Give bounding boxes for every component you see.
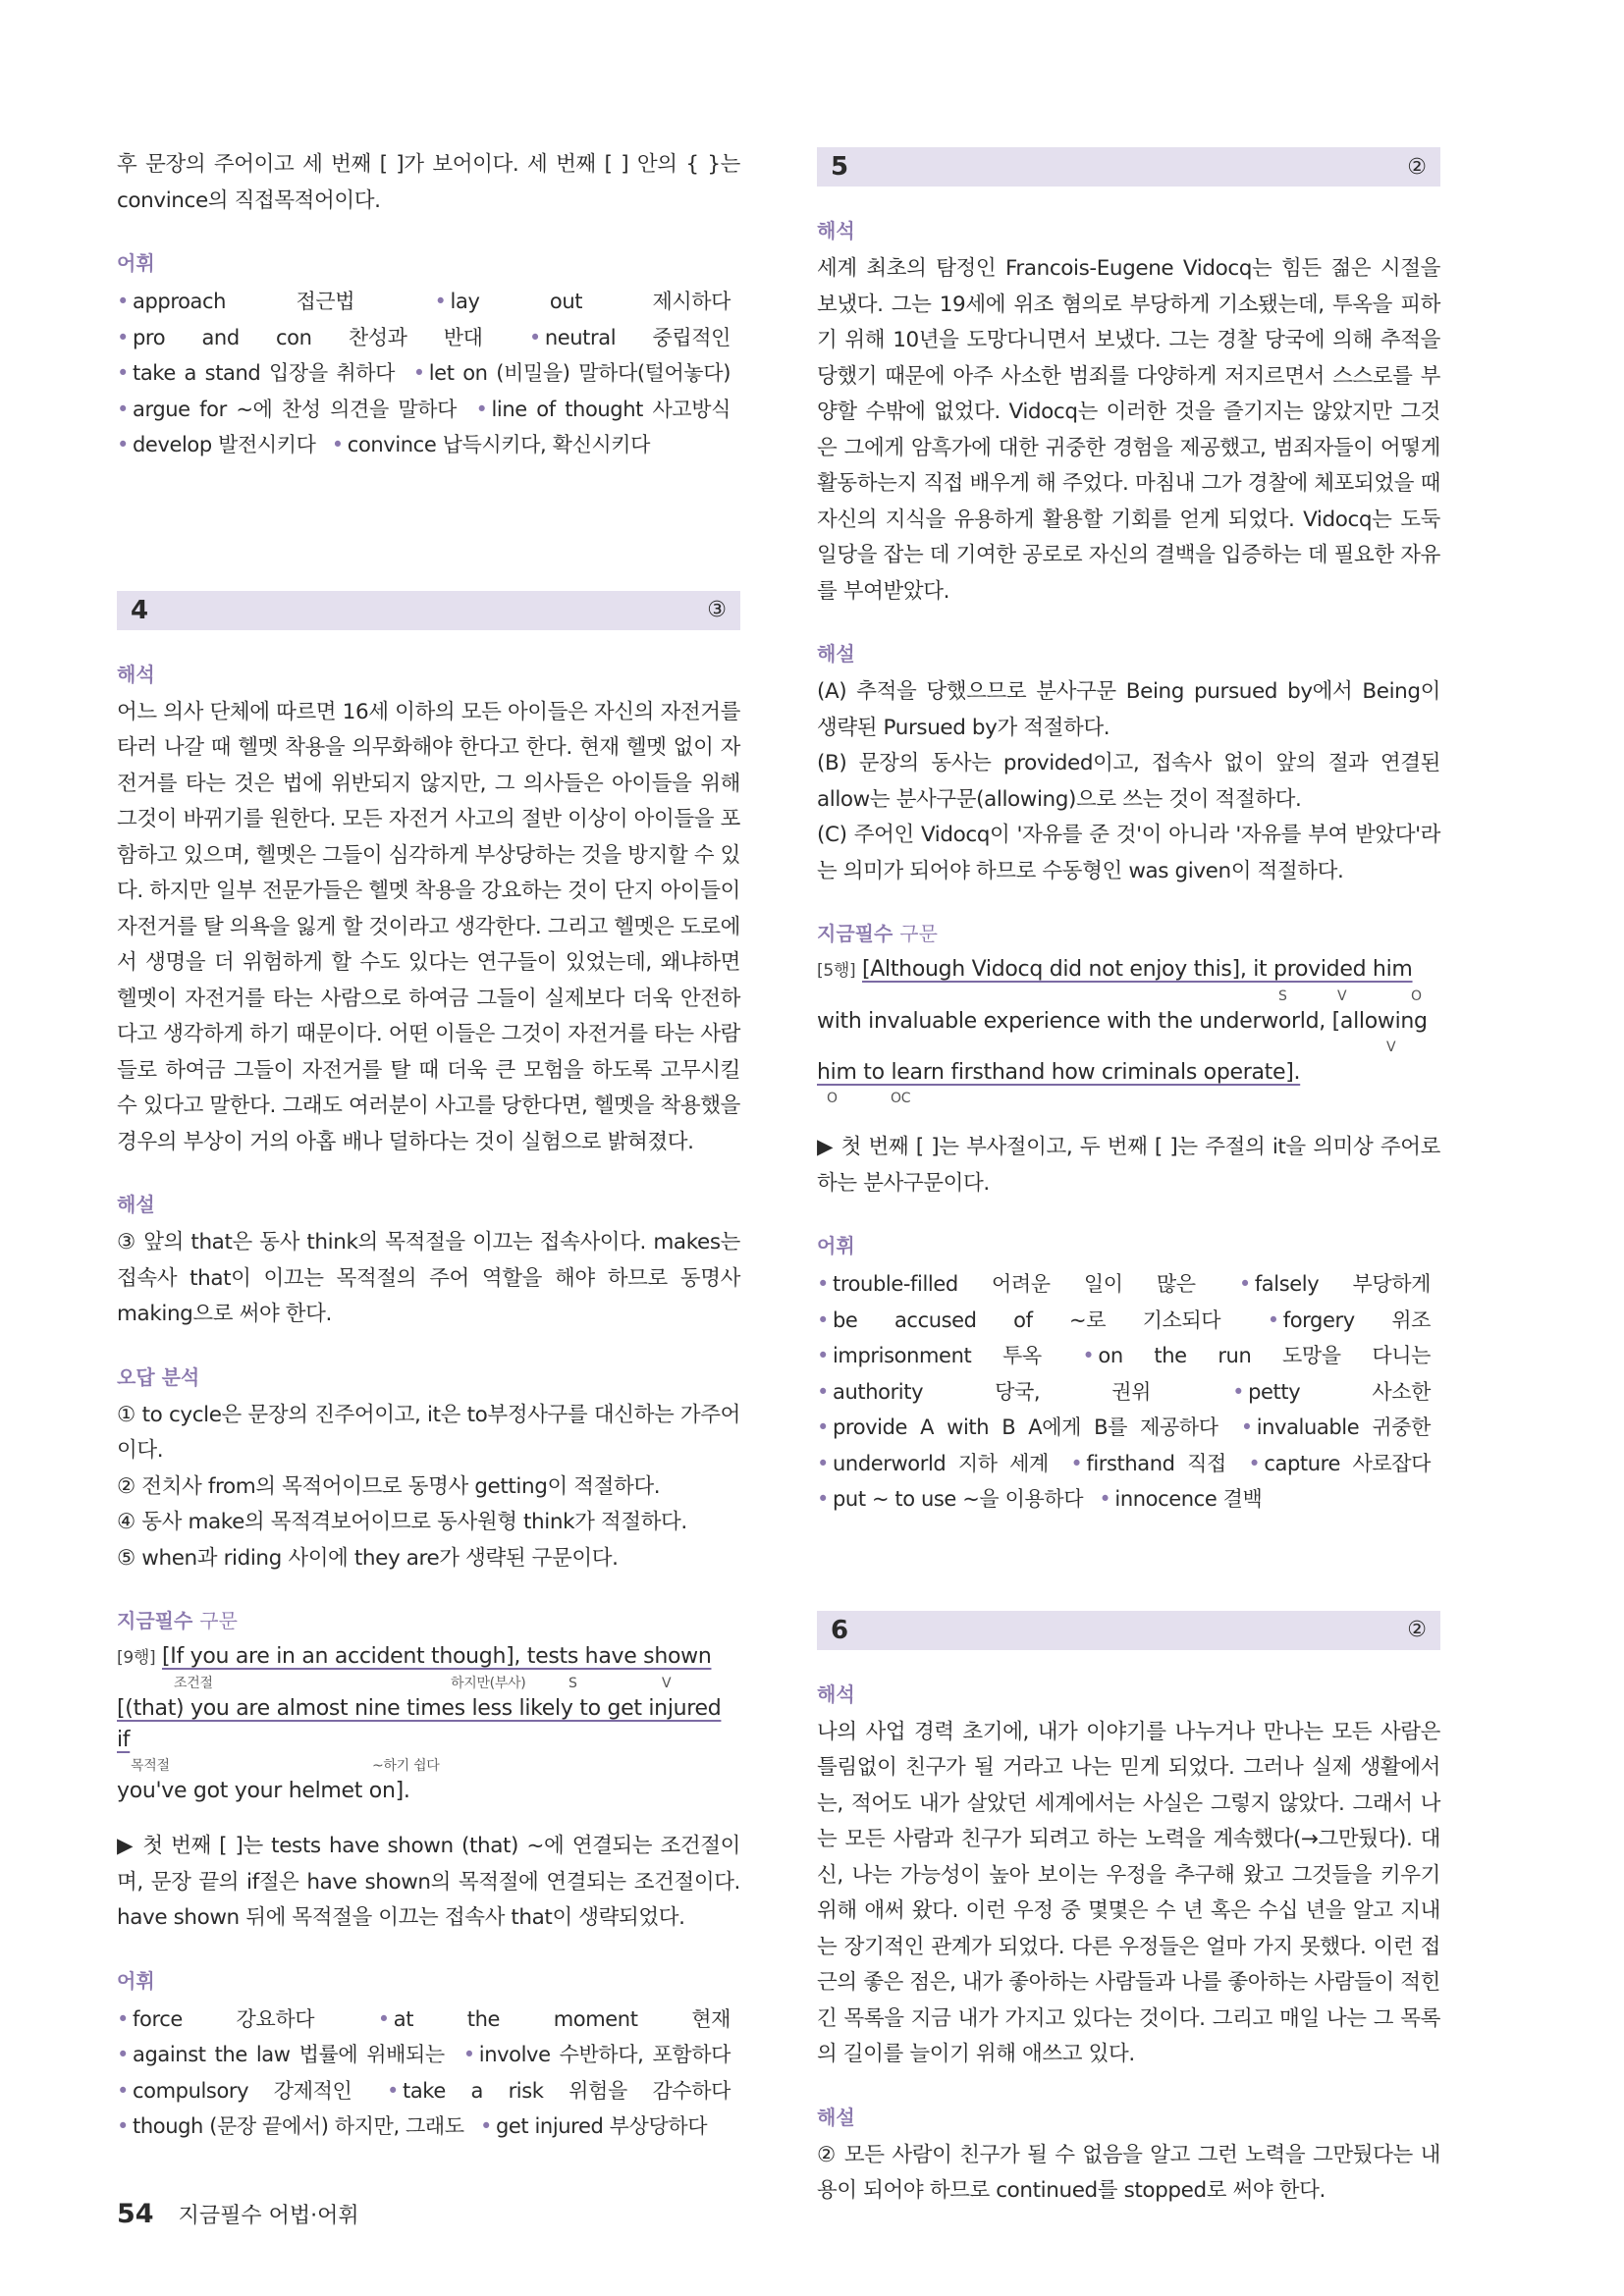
syntax-sentence-2: with invaluable experience with the underworld, [allowing bbox=[817, 1009, 1428, 1034]
vocab-item: • pro and con 찬성과 반대 bbox=[117, 326, 483, 349]
syntax-annotation-2: 목적절 ~하기 쉽다 bbox=[131, 1758, 440, 1774]
q3-intro-text: 후 문장의 주어이고 세 번째 [ ]가 보어이다. 세 번째 [ ] 안의 { }는 convince의 직접목적어이다. bbox=[117, 152, 740, 213]
syntax-sentence-3: you've got your helmet on]. bbox=[117, 1779, 410, 1803]
line-tag: [5행] bbox=[817, 961, 856, 981]
q4-syntax-block bbox=[117, 1641, 740, 1807]
vocab-item: • lay out 제시하다 bbox=[435, 290, 731, 313]
syntax-annotation-2: V bbox=[1386, 1040, 1396, 1055]
vocab-item: • take a risk 위험을 감수하다 bbox=[387, 2079, 731, 2103]
vocab-item: • against the law 법률에 위배되는 bbox=[117, 2043, 445, 2066]
vocab-item: • at the moment 현재 bbox=[378, 2007, 731, 2031]
vocab-item: • convince 납득시키다, 확신시키다 bbox=[332, 433, 650, 456]
page-number: 54 bbox=[117, 2199, 154, 2229]
answer-mark: ② bbox=[1407, 1618, 1427, 1642]
vocab-item: • argue for ~에 찬성 의견을 말하다 bbox=[117, 398, 457, 421]
vocab-item: • involve 수반하다, 포함하다 bbox=[463, 2043, 731, 2066]
q5-explanation-list bbox=[817, 674, 1440, 889]
answer-mark: ③ bbox=[707, 598, 727, 622]
q4-vocab-label: 어휘 bbox=[117, 1968, 155, 1993]
q4-wrong-list bbox=[117, 1398, 740, 1577]
syntax-annotation-1: S V O bbox=[1278, 988, 1422, 1004]
vocab-item: • underworld 지하 세계 bbox=[817, 1452, 1049, 1475]
syntax-sentence-1: [Although Vidocq did not enjoy this], it provided him bbox=[862, 957, 1413, 982]
vocab-item: • firsthand 직접 bbox=[1070, 1452, 1226, 1475]
line-tag: [9행] bbox=[117, 1648, 156, 1668]
vocab-item: • be accused of ~로 기소되다 bbox=[817, 1308, 1220, 1332]
q4-syntax-note: ▶ 첫 번째 [ ]는 tests have shown (that) ~에 연결되는 조건절이며, 문장 끝의 if절은 have shown의 목적절에 연결되는 조건절이다. have shown 뒤에 목적절을 이끄는 접속사 that이 생략되었다. bbox=[117, 1834, 740, 1930]
vocab-item: • on the run 도망을 다니는 bbox=[1082, 1344, 1431, 1367]
translation-label: 해석 bbox=[117, 662, 155, 686]
vocab-item: • compulsory 강제적인 bbox=[117, 2079, 352, 2103]
vocab-item: • invaluable 귀중한 bbox=[1241, 1415, 1431, 1439]
vocab-item: • line of thought 사고방식 bbox=[475, 398, 731, 421]
vocab-item: • develop 발전시키다 bbox=[117, 433, 316, 456]
answer-mark: ② bbox=[1407, 154, 1427, 180]
explanation-label: 해설 bbox=[817, 2105, 855, 2129]
vocab-item: • imprisonment 투옥 bbox=[817, 1344, 1042, 1367]
vocab-item: • put ~ to use ~을 이용하다 bbox=[817, 1487, 1083, 1511]
list-line: ④ 동사 make의 목적격보어이므로 동사원형 think가 적절하다. bbox=[117, 1510, 687, 1534]
vocab-item: • provide A with B A에게 B를 제공하다 bbox=[817, 1415, 1218, 1439]
q4-vocab-list bbox=[117, 2002, 740, 2145]
vocab-item: • take a stand 입장을 취하다 bbox=[117, 361, 395, 385]
q4-explanation: ③ 앞의 that은 동사 think의 목적절을 이끄는 접속사이다. makes는 접속사 that이 이끄는 목적절의 주어 역할을 해야 하므로 동명사 making으로 써야 한다. bbox=[117, 1230, 740, 1326]
syntax-sentence-2: [(that) you are almost nine times less likely to get injured if bbox=[117, 1696, 722, 1752]
q3-vocab-label: 어휘 bbox=[117, 251, 155, 275]
vocab-item: • trouble-filled 어려운 일이 많은 bbox=[817, 1272, 1196, 1296]
explanation-label: 해설 bbox=[117, 1193, 155, 1216]
vocab-item: • capture 사로잡다 bbox=[1248, 1452, 1431, 1475]
question-number: 4 bbox=[131, 595, 149, 625]
vocab-item: • let on (비밀을) 말하다(털어놓다) bbox=[413, 361, 731, 385]
explanation-label: 해설 bbox=[817, 642, 855, 666]
list-line: (A) 추적을 당했으므로 분사구문 Being pursued by에서 Being이 생략된 Pursued by가 적절하다. bbox=[817, 679, 1440, 740]
vocab-item: • force 강요하다 bbox=[117, 2007, 314, 2031]
q4-translation: 어느 의사 단체에 따르면 16세 이하의 모든 아이들은 자신의 자전거를 타러 나갈 때 헬멧 착용을 의무화해야 한다고 한다. 현재 헬멧 없이 자전거를 타는 것은 법에 위반되지 않지만, 그 의사들은 아이들을 위해 그것이 바뀌기를 원한다. 모든 자전거 사고의 절반 이상이 아이들을 포함하고 있으며, 헬멧은 그들이 심각하게 부상당하는 것을 방지할 수 있다. 하지만 일부 전문가들은 헬멧 착용을 강요하는 것이 단지 아이들이 자전거를 탈 의욕을 잃게 할 것이라고 생각한다. 그리고 헬멧은 도로에서 생명을 더 위험하게 할 수도 있다는 연구들이 있었는데, 왜냐하면 헬멧이 자전거를 타는 사람으로 하여금 그들이 실제보다 더욱 안전하다고 생각하게 하기 때문이다. 어떤 이들은 그것이 자전거를 타는 사람들로 하여금 그들이 자전거를 탈 때 더욱 큰 모험을 하도록 고무시킬 수 있다고 말한다. 그래도 여러분이 사고를 당한다면, 헬멧을 착용했을 경우의 부상이 거의 아홉 배나 덜하다는 것이 실험으로 밝혀졌다. bbox=[117, 699, 740, 1154]
book-title: 지금필수 어법·어휘 bbox=[178, 2204, 359, 2228]
q5-vocab-label: 어휘 bbox=[817, 1234, 855, 1257]
q5-syntax-block bbox=[817, 954, 1440, 1108]
vocab-item: • forgery 위조 bbox=[1268, 1308, 1431, 1332]
syntax-annotation-3: O OC bbox=[827, 1091, 911, 1106]
q3-vocab-list bbox=[117, 284, 740, 463]
vocab-item: • though (문장 끝에서) 하지만, 그래도 bbox=[117, 2114, 464, 2138]
left-column bbox=[117, 147, 740, 2145]
question-4-header bbox=[117, 591, 740, 630]
syntax-sentence-1: [If you are in an accident though], tests have shown bbox=[162, 1644, 712, 1669]
question-number: 6 bbox=[831, 1615, 849, 1645]
right-column bbox=[817, 147, 1440, 2210]
vocab-item: • falsely 부당하게 bbox=[1239, 1272, 1431, 1296]
q5-syntax-note: ▶ 첫 번째 [ ]는 부사절이고, 두 번째 [ ]는 주절의 it을 의미상 주어로 하는 분사구문이다. bbox=[817, 1135, 1440, 1196]
list-line: ⑤ when과 riding 사이에 they are가 생략된 구문이다. bbox=[117, 1545, 619, 1571]
syntax-label: 지금필수 구문 bbox=[117, 1609, 238, 1632]
vocab-item: • petty 사소한 bbox=[1232, 1380, 1431, 1404]
syntax-sentence-3: him to learn firsthand how criminals operate]. bbox=[817, 1060, 1301, 1085]
question-number: 5 bbox=[831, 152, 849, 182]
question-6-header bbox=[817, 1611, 1440, 1650]
q5-translation: 세계 최초의 탐정인 Francois-Eugene Vidocq는 힘든 젊은 시절을 보냈다. 그는 19세에 위조 혐의로 부당하게 기소됐는데, 투옥을 피하기 위해 10년을 도망다니면서 보냈다. 그는 경찰 당국에 의해 추적을 당했기 때문에 아주 사소한 범죄를 다양하게 저지르면서 스스로를 부양할 수밖에 없었다. Vidocq는 이러한 것을 즐기지는 않았지만 그것은 그에게 암흑가에 대한 귀중한 경험을 제공했고, 범죄자들이 어떻게 활동하는지 직접 배우게 해 주었다. 마침내 그가 경찰에 체포되었을 때 자신의 지식을 유용하게 활용할 기회를 얻게 되었다. Vidocq는 도둑 일당을 잡는 데 기여한 공로로 자신의 결백을 입증하는 데 필요한 자유를 부여받았다. bbox=[817, 256, 1440, 604]
list-line: (C) 주어인 Vidocq이 '자유를 준 것'이 아니라 '자유를 부여 받았다'라는 의미가 되어야 하므로 수동형인 was given이 적절하다. bbox=[817, 823, 1440, 883]
q6-explanation: ② 모든 사람이 친구가 될 수 없음을 알고 그런 노력을 그만뒀다는 내용이 되어야 하므로 continued를 stopped로 써야 한다. bbox=[817, 2142, 1440, 2203]
vocab-item: • neutral 중립적인 bbox=[529, 326, 731, 349]
vocab-item: • get injured 부상당하다 bbox=[480, 2114, 707, 2138]
translation-label: 해석 bbox=[817, 1682, 855, 1706]
list-line: ② 전치사 from의 목적어이므로 동명사 getting이 적절하다. bbox=[117, 1473, 661, 1499]
list-line: ① to cycle은 문장의 진주어이고, it은 to부정사구를 대신하는 가주어이다. bbox=[117, 1402, 740, 1463]
vocab-item: • innocence 결백 bbox=[1099, 1487, 1262, 1511]
page-footer bbox=[117, 2199, 359, 2229]
q5-vocab-list bbox=[817, 1266, 1440, 1518]
vocab-item: • authority 당국, 권위 bbox=[817, 1380, 1151, 1404]
wrong-analysis-label: 오답 분석 bbox=[117, 1364, 200, 1389]
q6-translation: 나의 사업 경력 초기에, 내가 이야기를 나누거나 만나는 모든 사람은 틀림없이 친구가 될 거라고 나는 믿게 되었다. 그러나 실제 생활에서는, 적어도 내가 살았던 세계에서는 사실은 그렇지 않았다. 그래서 나는 모든 사람과 친구가 되려고 하는 노력을 계속했다(→그만뒀다). 대신, 나는 가능성이 높아 보이는 우정을 추구해 왔고 그것들을 키우기 위해 애써 왔다. 이런 우정 중 몇몇은 수 년 혹은 수십 년을 알고 지내는 장기적인 관계가 되었다. 다른 우정들은 얼마 가지 못했다. 이런 접근의 좋은 점은, 내가 좋아하는 사람들과 나를 좋아하는 사람들이 적힌 긴 목록을 지금 내가 가지고 있다는 것이다. 그리고 매일 나는 그 목록의 길이를 늘이기 위해 애쓰고 있다. bbox=[817, 1719, 1440, 2066]
syntax-label: 지금필수 구문 bbox=[817, 922, 938, 945]
list-line: (B) 문장의 동사는 provided이고, 접속사 없이 앞의 절과 연결된 allow는 분사구문(allowing)으로 쓰는 것이 적절하다. bbox=[817, 751, 1440, 812]
vocab-item: • approach 접근법 bbox=[117, 290, 354, 313]
question-5-header bbox=[817, 147, 1440, 187]
syntax-annotation-1: 조건절 하지만(부사) S V bbox=[174, 1676, 672, 1691]
translation-label: 해석 bbox=[817, 219, 855, 242]
